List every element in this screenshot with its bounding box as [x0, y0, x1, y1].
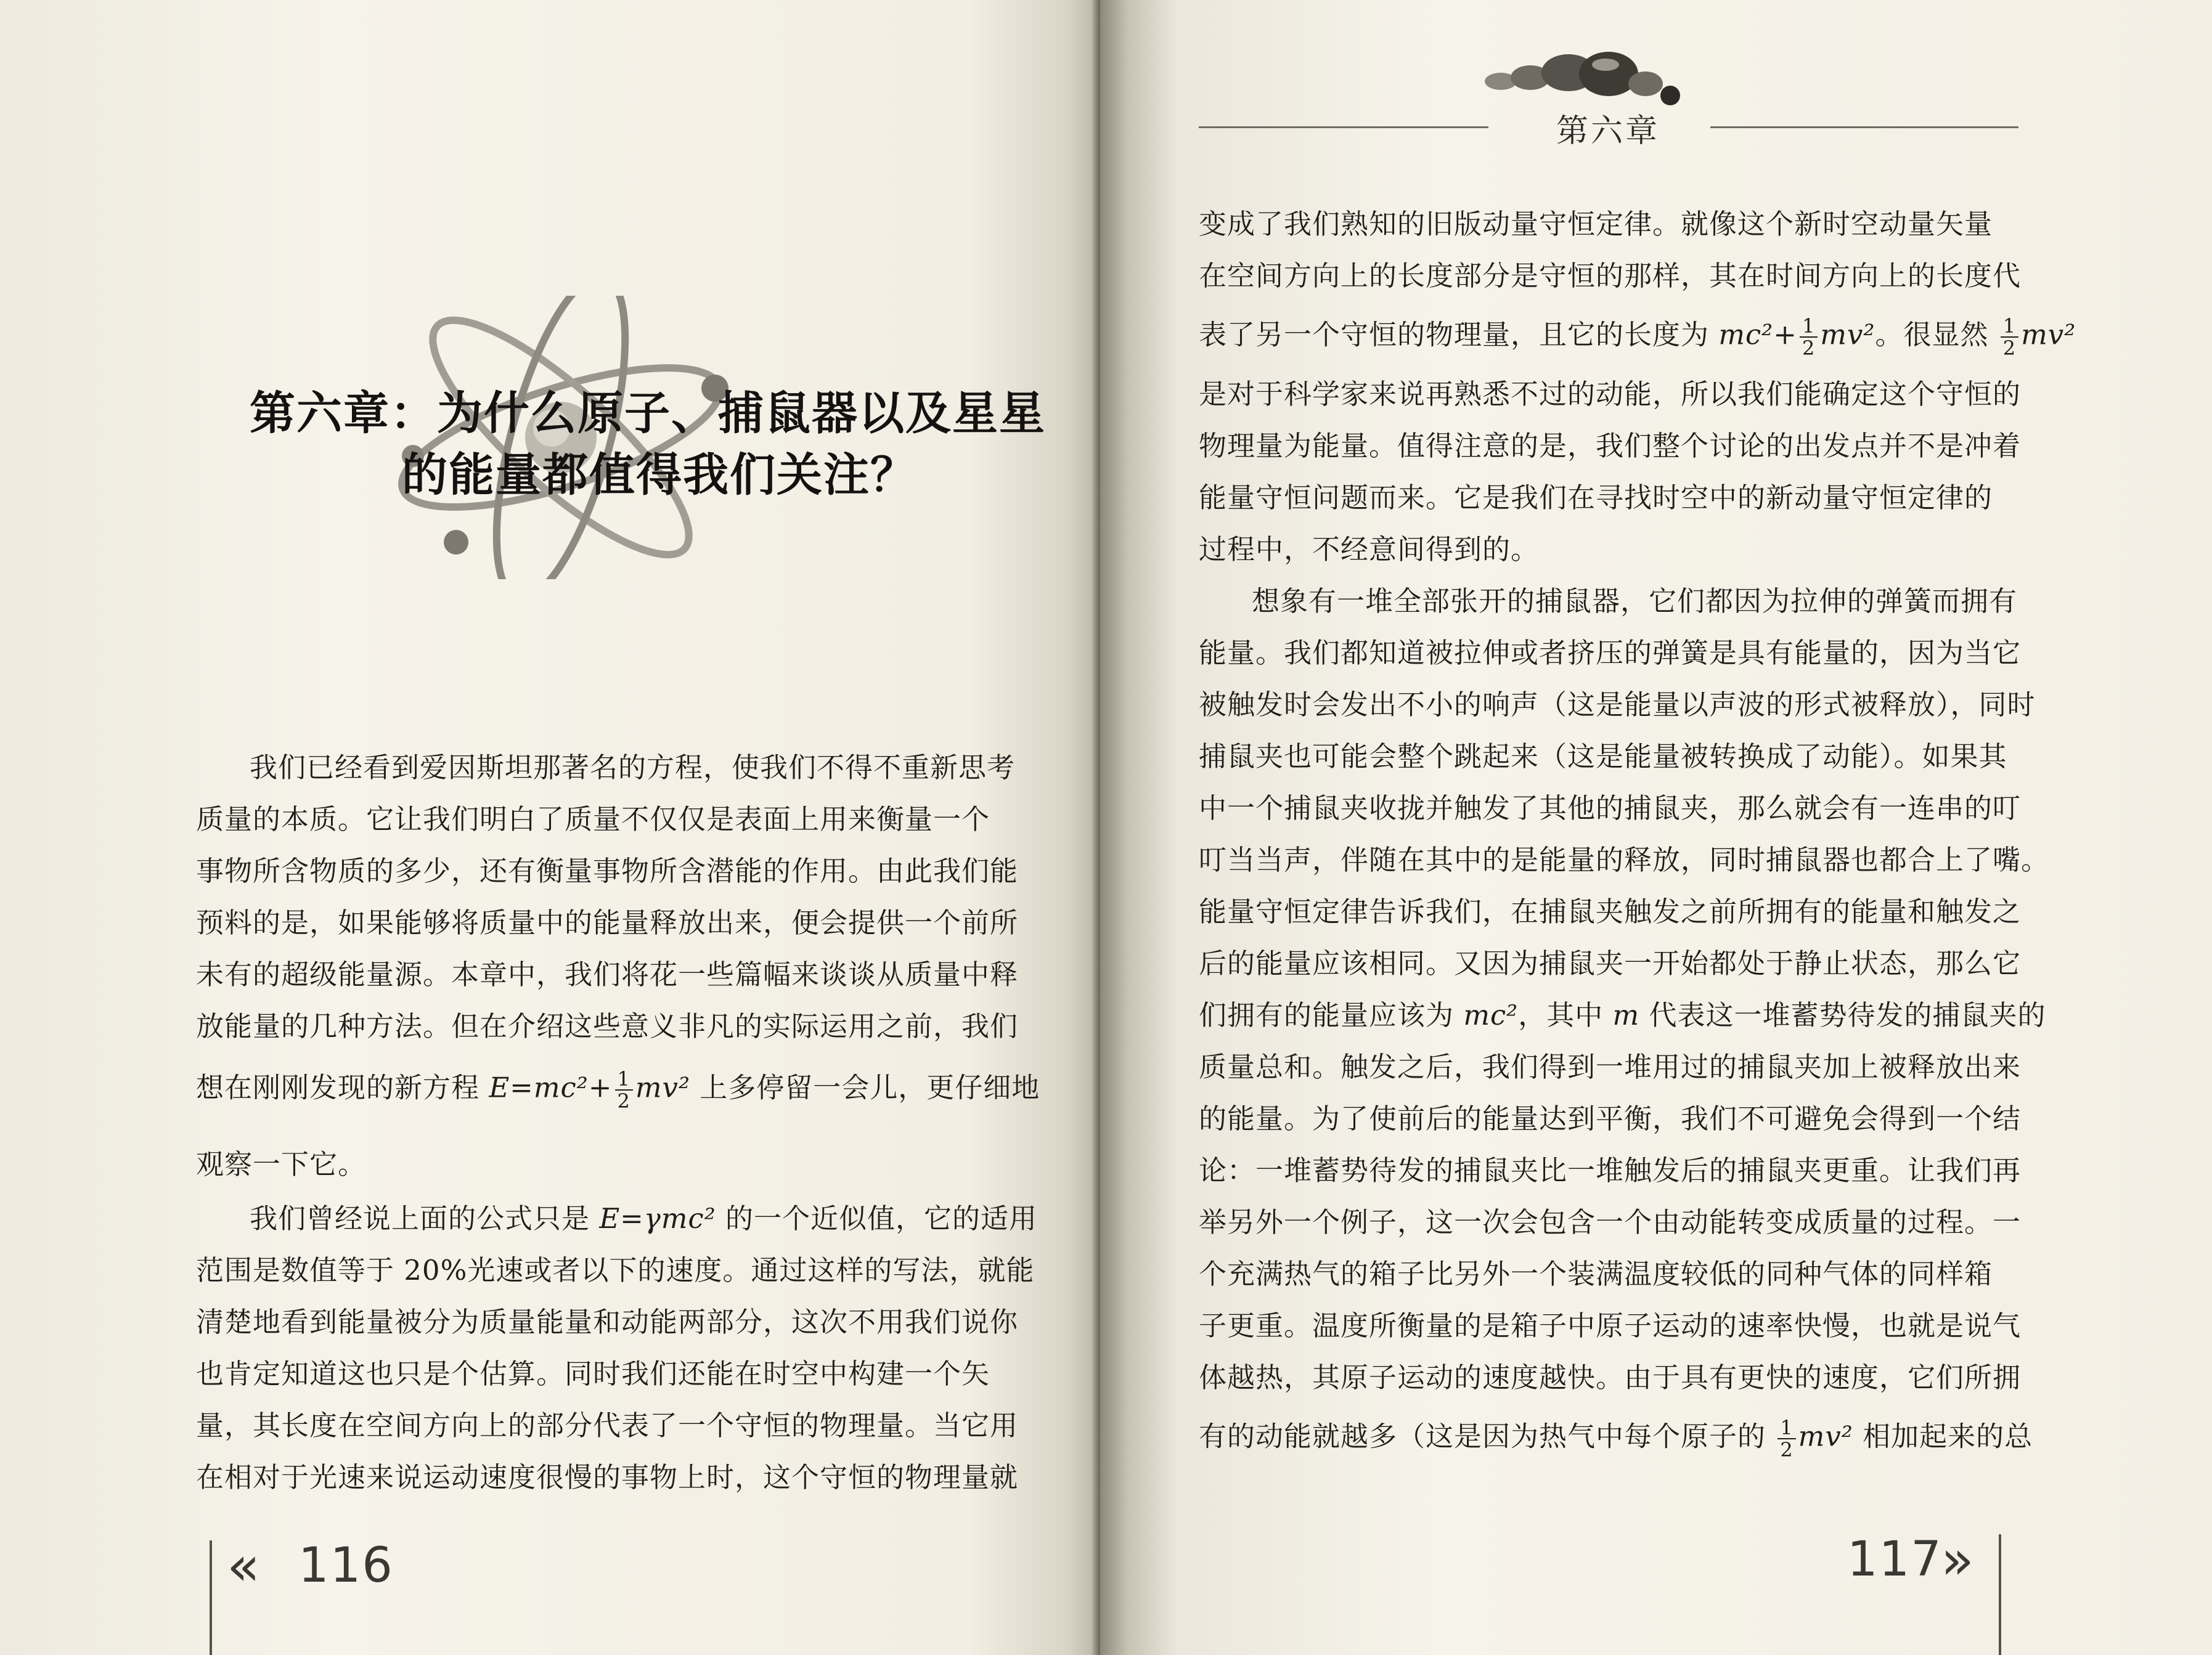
fraction-numerator: 1 [1800, 315, 1818, 338]
formula: mc² [1463, 999, 1519, 1031]
text-line: 是对于科学家来说再熟悉不过的动能，所以我们能确定这个守恒的 [1199, 378, 2022, 410]
next-page-icon: » [1941, 1528, 1974, 1592]
fraction-denominator: 2 [617, 1089, 631, 1113]
text-line: 体越热，其原子运动的速度越快。由于具有更快的速度，它们所拥 [1199, 1361, 2022, 1394]
text-line: 质量的本质。它让我们明白了质量不仅仅是表面上用来衡量一个 [196, 803, 990, 836]
formula: mv² [1820, 318, 1875, 351]
footer-rule [1999, 1534, 2001, 1655]
previous-page-icon: « [227, 1534, 260, 1598]
text-line: 举另外一个例子，这一次会包含一个由动能转变成质量的过程。一 [1199, 1206, 2022, 1238]
fraction-numerator: 1 [1777, 1417, 1795, 1439]
fraction-numerator: 1 [2001, 315, 2018, 338]
text-line: 预料的是，如果能够将质量中的能量释放出来，便会提供一个前所 [196, 906, 1019, 939]
right-page [1100, 0, 2212, 1655]
text-segment: 上多停留一会儿，更仔细地 [690, 1071, 1040, 1104]
chapter-title-line1: 第六章：为什么原子、捕鼠器以及星星 [250, 387, 1046, 440]
fraction-numerator: 1 [615, 1068, 633, 1091]
header-rule-left [1199, 126, 1488, 128]
fraction-denominator: 2 [2002, 336, 2017, 360]
formula: mv² [1798, 1420, 1853, 1453]
text-line: 能量守恒定律告诉我们，在捕鼠夹触发之前所拥有的能量和触发之 [1199, 895, 2022, 928]
formula-line [1199, 315, 2076, 359]
fraction-denominator: 2 [1802, 336, 1816, 360]
running-header: 第六章 [1556, 113, 1660, 150]
text-line: 后的能量应该相同。又因为捕鼠夹一开始都处于静止状态，那么它 [1199, 947, 2022, 980]
text-line: 未有的超级能量源。本章中，我们将花一些篇幅来谈谈从质量中释 [196, 958, 1019, 991]
text-line: 的能量。为了使前后的能量达到平衡，我们不可避免会得到一个结 [1199, 1102, 2022, 1135]
text-line: 叮当当声，伴随在其中的是能量的释放，同时捕鼠器也都合上了嘴。 [1199, 844, 2050, 876]
text-segment: 的一个近似值，它的适用 [716, 1202, 1037, 1235]
text-line: 在相对于光速来说运动速度很慢的事物上时，这个守恒的物理量就 [196, 1461, 1019, 1494]
left-page [0, 0, 1100, 1655]
formula-line [1199, 1417, 2033, 1460]
text-line: 被触发时会发出不小的响声（这是能量以声波的形式被释放），同时 [1199, 688, 2036, 721]
fraction [1800, 315, 1818, 359]
text-segment: 。很显然 [1875, 318, 1998, 351]
page-number: 116 [298, 1538, 394, 1593]
text-segment: 们拥有的能量应该为 [1199, 999, 1464, 1031]
text-line: 捕鼠夹也可能会整个跳起来（这是能量被转换成了动能）。如果其 [1199, 740, 2007, 773]
text-segment: 想在刚刚发现的新方程 [196, 1071, 489, 1104]
footer-rule [210, 1540, 212, 1655]
text-line [1199, 997, 2046, 1034]
formula: mc²+ [1718, 318, 1797, 351]
text-line: 事物所含物质的多少，还有衡量事物所含潜能的作用。由此我们能 [196, 855, 1019, 887]
text-line: 观察一下它。 [196, 1148, 367, 1181]
formula: E=mc²+ [489, 1071, 613, 1104]
text-segment: 我们曾经说上面的公式只是 [250, 1202, 600, 1235]
formula: m [1612, 999, 1640, 1031]
text-line: 个充满热气的箱子比另外一个装满温度较低的同种气体的同样箱 [1199, 1258, 1993, 1290]
fraction [615, 1068, 633, 1112]
formula-line [196, 1068, 1040, 1112]
text-segment: 相加起来的总 [1853, 1420, 2033, 1453]
text-line: 放能量的几种方法。但在介绍这些意义非凡的实际运用之前，我们 [196, 1010, 1019, 1043]
text-segment: 有的动能就越多（这是因为热气中每个原子的 [1199, 1420, 1776, 1453]
text-line: 物理量为能量。值得注意的是，我们整个讨论的出发点并不是冲着 [1199, 429, 2022, 462]
text-segment: ，其中 [1518, 999, 1613, 1031]
text-line: 量，其长度在空间方向上的部分代表了一个守恒的物理量。当它用 [196, 1409, 1019, 1442]
fraction [2001, 315, 2018, 359]
formula: mv² [2021, 318, 2076, 351]
text-segment: 代表这一堆蓄势待发的捕鼠夹的 [1639, 999, 2046, 1031]
formula: mv² [635, 1071, 690, 1104]
text-line: 中一个捕鼠夹收拢并触发了其他的捕鼠夹，那么就会有一连串的叮 [1199, 792, 2022, 824]
text-line: 论：一堆蓄势待发的捕鼠夹比一堆触发后的捕鼠夹更重。让我们再 [1199, 1154, 2022, 1187]
text-line: 想象有一堆全部张开的捕鼠器，它们都因为拉伸的弹簧而拥有 [1252, 585, 2018, 617]
text-line: 能量守恒问题而来。它是我们在寻找时空中的新动量守恒定律的 [1199, 481, 1993, 514]
text-line: 子更重。温度所衡量的是箱子中原子运动的速率快慢，也就是说气 [1199, 1309, 2022, 1342]
fraction [1777, 1417, 1795, 1460]
text-line: 能量。我们都知道被拉伸或者挤压的弹簧是具有能量的，因为当它 [1199, 636, 2022, 669]
text-line: 过程中，不经意间得到的。 [1199, 533, 1540, 566]
chapter-title-line2: 的能量都值得我们关注？ [402, 449, 917, 502]
text-segment: 表了另一个守恒的物理量，且它的长度为 [1199, 318, 1719, 351]
page-number: 117 [1847, 1532, 1943, 1587]
text-line: 也肯定知道这也只是个估算。同时我们还能在时空中构建一个矢 [196, 1357, 990, 1390]
fraction-denominator: 2 [1780, 1438, 1794, 1462]
header-rule-right [1710, 126, 2018, 128]
text-line: 在空间方向上的长度部分是守恒的那样，其在时间方向上的长度代 [1199, 259, 2022, 292]
formula: E=γmc² [599, 1202, 716, 1235]
text-line [250, 1200, 1037, 1237]
text-line: 变成了我们熟知的旧版动量守恒定律。就像这个新时空动量矢量 [1199, 208, 1993, 240]
text-line: 质量总和。触发之后，我们得到一堆用过的捕鼠夹加上被释放出来 [1199, 1051, 2022, 1083]
text-line: 清楚地看到能量被分为质量能量和动能两部分，这次不用我们说你 [196, 1306, 1019, 1338]
text-line: 范围是数值等于 20%光速或者以下的速度。通过这样的写法，就能 [196, 1254, 1035, 1287]
text-line: 我们已经看到爱因斯坦那著名的方程，使我们不得不重新思考 [250, 751, 1016, 784]
